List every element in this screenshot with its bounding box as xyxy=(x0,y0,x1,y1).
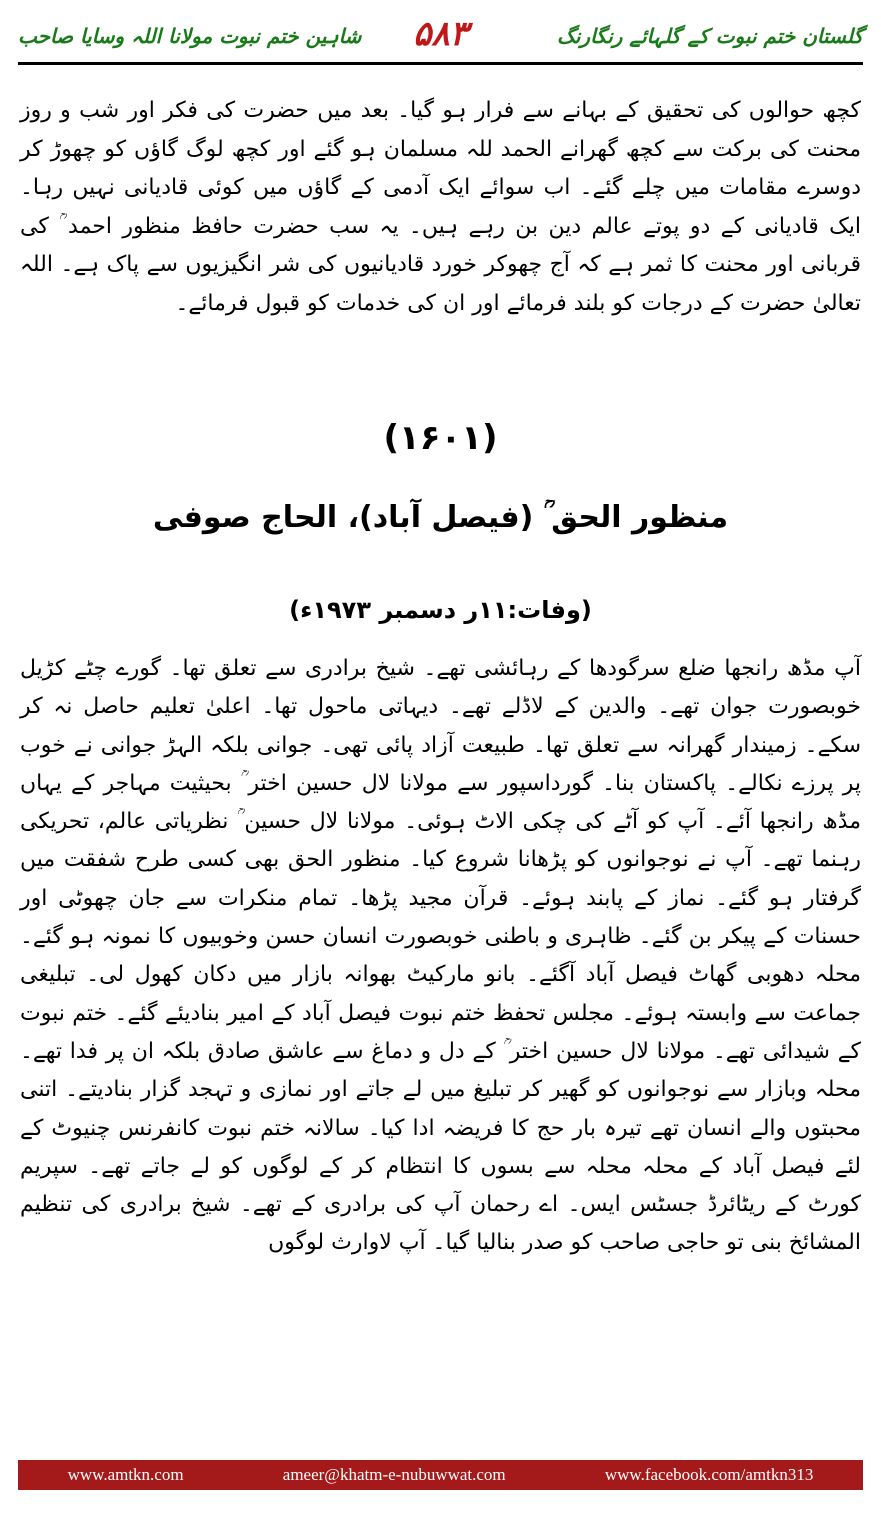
website-link[interactable]: www.amtkn.com xyxy=(67,1465,184,1484)
header-divider xyxy=(18,62,863,65)
page-number: ۵۸۳ xyxy=(413,14,468,54)
page-footer xyxy=(18,1460,863,1490)
body-paragraph-previous-entry: کچھ حوالوں کی تحقیق کے بہانے سے فرار ہو گیا۔ بعد میں حضرت کی فکر اور شب و روز محنت کی برکت سے کچھ گھرانے الحمد للہ مسلمان ہو گئے اور کچھ لوگ گاؤں کو چھوڑ کر دوسرے مقامات میں چلے گئے۔ اب سوائے ایک آدمی کے گاؤں میں کوئی قادیانی نہیں رہا۔ ایک قادیانی کے دو پوتے عالم دین بن رہے ہیں۔ یہ سب حضرت حافظ منظور احمد ؒ کی قربانی اور محنت کا ثمر ہے کہ آج چھوکر خورد قادیانیوں کی شر انگیزیوں سے پاک ہے۔ اللہ تعالیٰ حضرت کے درجات کو بلند فرمائے اور ان کی خدمات کو قبول فرمائے۔ xyxy=(20,98,862,316)
email-link[interactable]: ameer@khatm-e-nubuwwat.com xyxy=(282,1465,506,1484)
facebook-link[interactable]: www.facebook.com/amtkn313 xyxy=(604,1465,814,1484)
page-header xyxy=(18,14,863,64)
entry-number: (۱۶۰۱) xyxy=(383,418,498,458)
entry-death-date: (وفات:۱۱ر دسمبر ۱۹۷۳ء) xyxy=(289,596,592,624)
body-paragraph-entry: آپ مڈھ رانجھا ضلع سرگودھا کے رہائشی تھے۔ شیخ برادری سے تعلق تھا۔ گورے چٹے کڑیل خوبصورت جوان تھے۔ والدین کے لاڈلے تھے۔ دیہاتی ماحول تھا۔ اعلیٰ تعلیم حاصل نہ کر سکے۔ زمیندار گھرانہ سے تعلق تھا۔ طبیعت آزاد پائی تھی۔ جوانی بلکہ الہڑ جوانی نے خوب پر پرزے نکالے۔ پاکستان بنا۔ گورداسپور سے مولانا لال حسین اختر ؒ بحیثیت مہاجر کے یہاں مڈھ رانجھا آئے۔ آپ کو آٹے کی چکی الاٹ ہوئی۔ مولانا لال حسین ؒ نظریاتی عالم، تحریکی رہنما تھے۔ آپ نے نوجوانوں کو پڑھانا شروع کیا۔ منظور الحق بھی کسی طرح شفقت میں گرفتار ہو گئے۔ نماز کے پابند ہوئے۔ قرآن مجید پڑھا۔ تمام منکرات سے جان چھوٹی اور حسنات کے پیکر بن گئے۔ ظاہری و باطنی خوبصورت انسان حسن وخوبیوں کا نمونہ ہو گئے۔ محلہ دھوبی گھاٹ فیصل آباد آگئے۔ بانو مارکیٹ بھوانہ بازار میں دکان کھول لی۔ تبلیغی جماعت سے وابستہ ہوئے۔ مجلس تحفظ ختم نبوت فیصل آباد کے امیر بنادیئے گئے۔ ختم نبوت کے شیدائی تھے۔ مولانا لال حسین اختر ؒ کے دل و دماغ سے عاشق صادق بلکہ ان پر فدا تھے۔ محلہ وبازار سے نوجوانوں کو گھیر کر تبلیغ میں لے جاتے اور نمازی و تہجد گزار بنادیتے۔ اتنی محبتوں والے انسان تھے تیرہ بار حج کا فریضہ ادا کیا۔ سالانہ ختم نبوت کانفرنس چنیوٹ کے لئے فیصل آباد کے محلہ محلہ سے بسوں کا انتظام کر کے لوگوں کو لے جاتے تھے۔ سپریم کورٹ کے ریٹائرڈ جسٹس ایس۔ اے رحمان آپ کی برادری کے تھے۔ شیخ برادری کی تنظیم المشائخ بنی تو حاجی صاحب کو صدر بنالیا گیا۔ آپ لاوارث لوگوں xyxy=(20,656,861,1256)
entry-title: منظور الحق ؒ (فیصل آباد)، الحاج صوفی xyxy=(152,500,729,535)
author-name: شاہین ختم نبوت مولانا اللہ وسایا صاحب xyxy=(18,24,362,48)
book-title: گلستان ختم نبوت کے گلہائے رنگارنگ xyxy=(556,24,863,48)
